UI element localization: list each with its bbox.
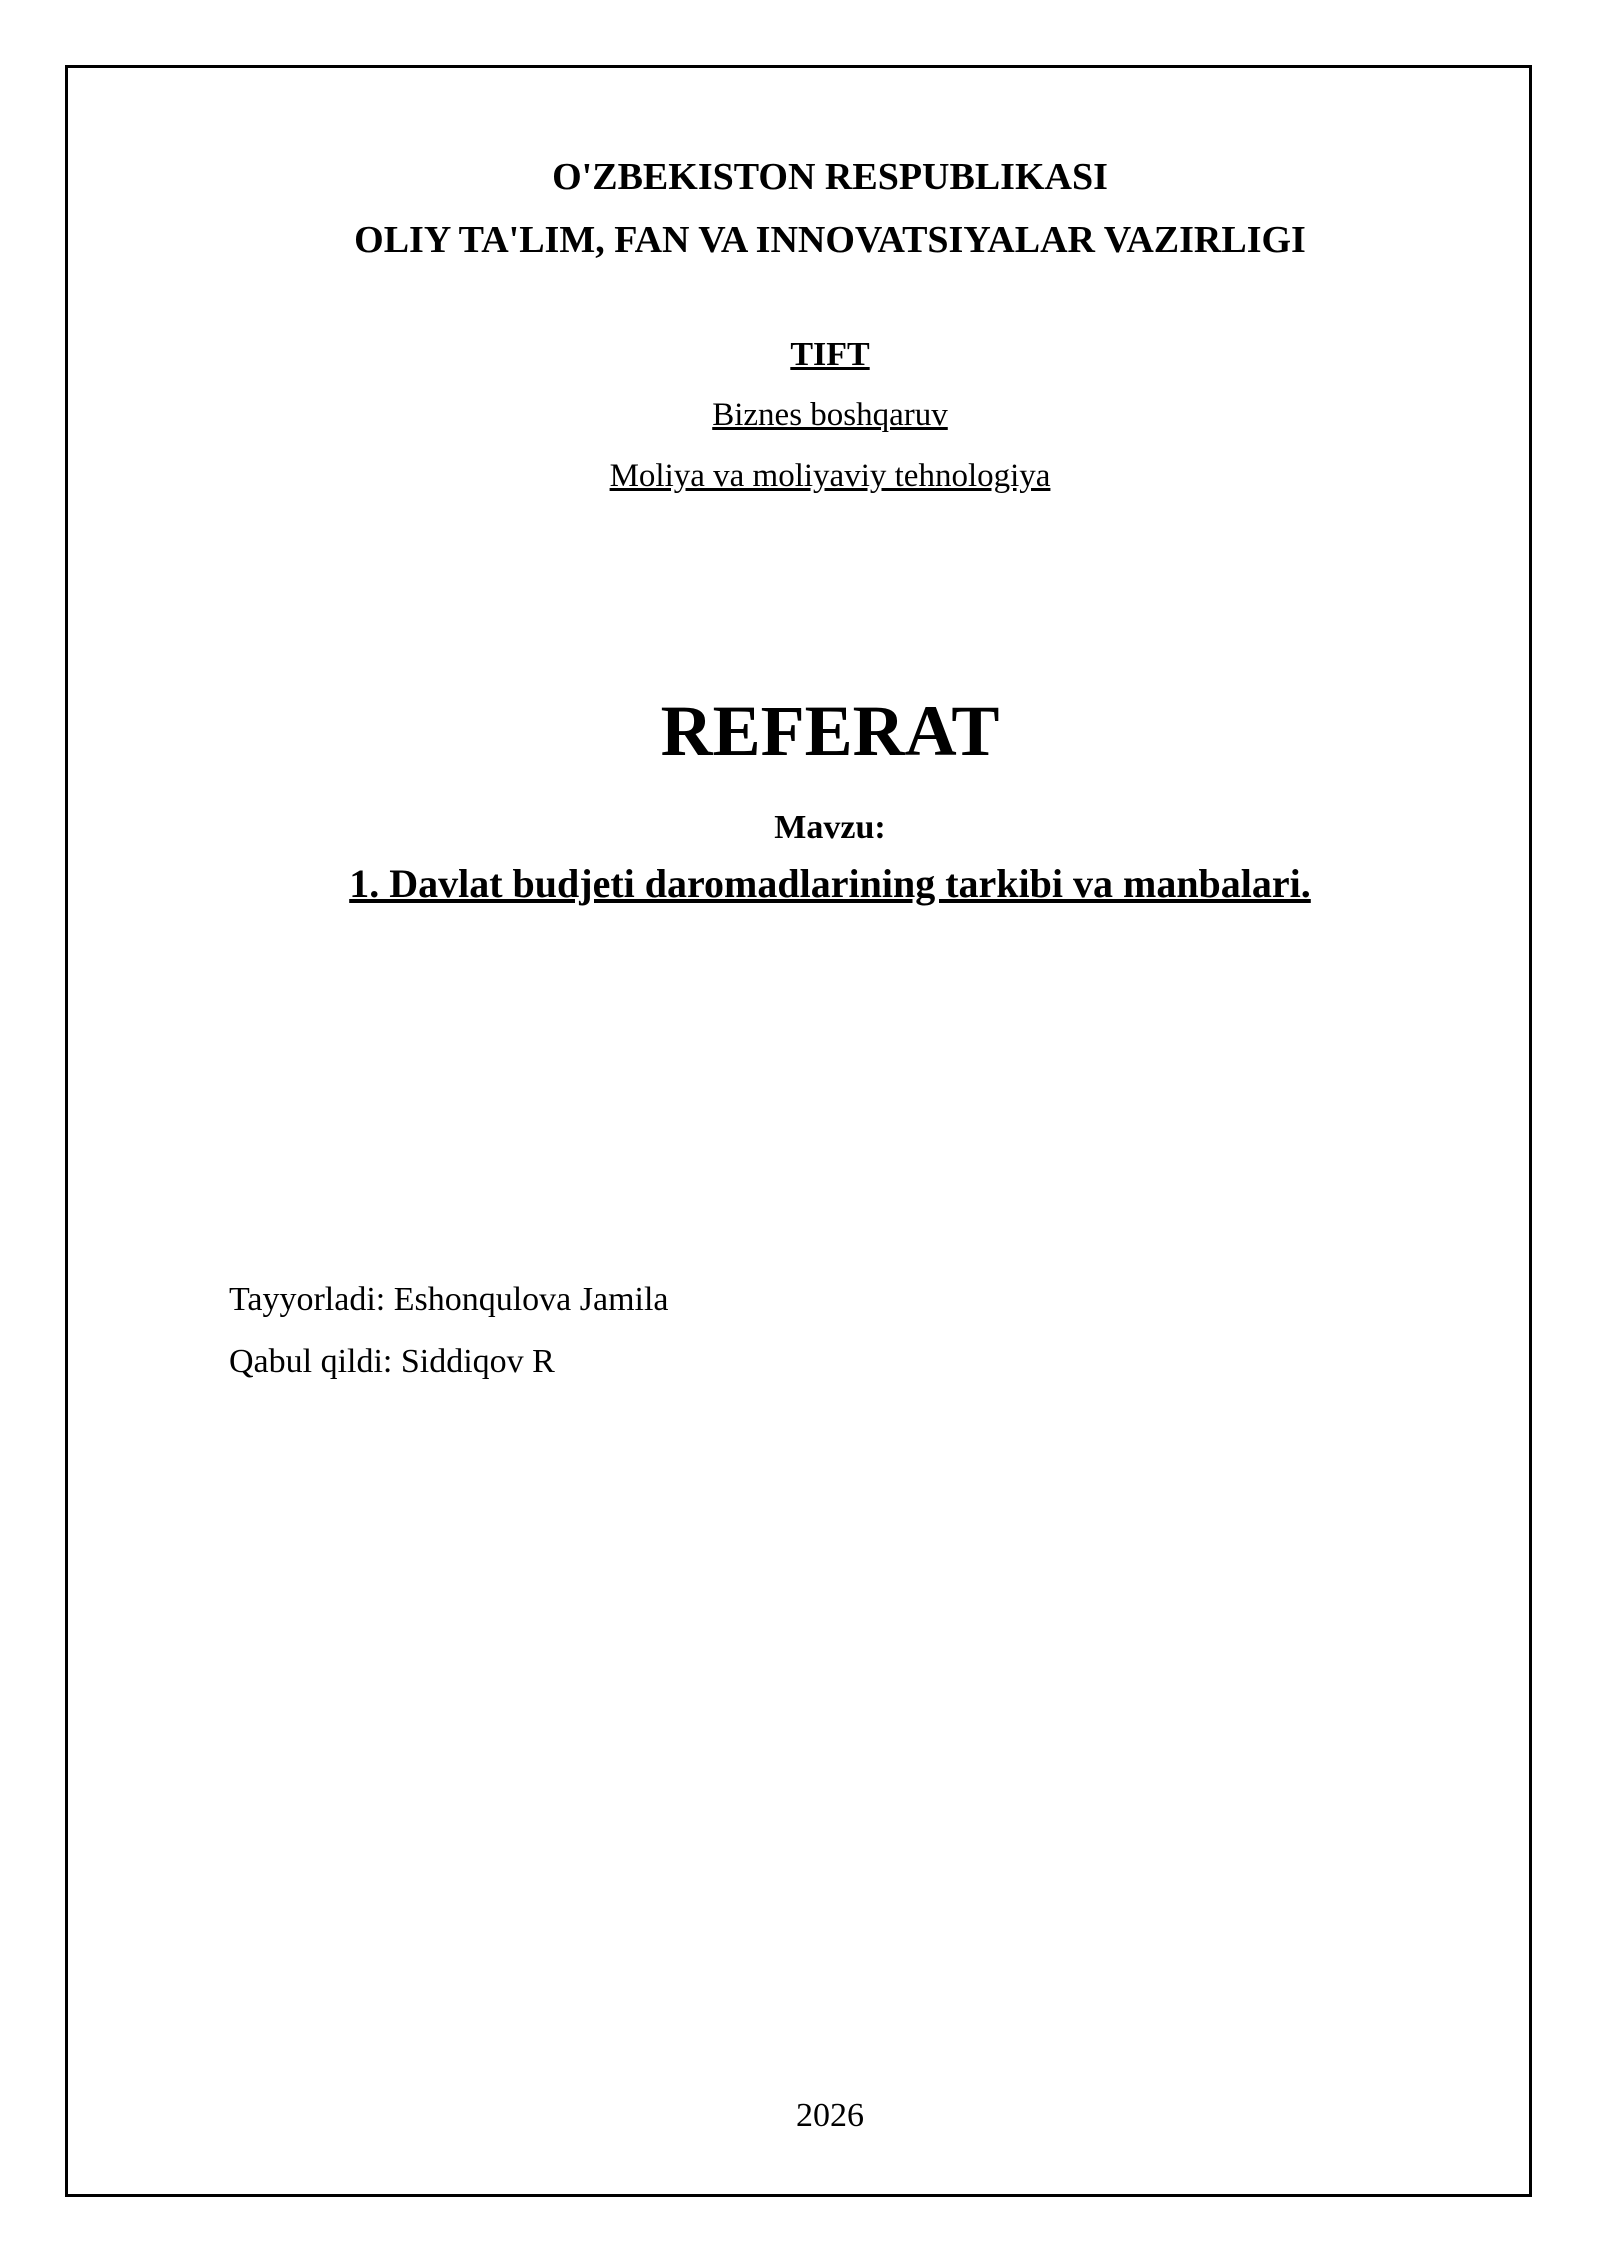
document-title: REFERAT [660,691,1000,771]
topic-label: Mavzu: [774,809,886,846]
page-border [65,65,1532,2197]
accepted-by: Qabul qildi: Siddiqov R [229,1343,555,1380]
institution-name: TIFT [790,336,870,373]
ministry-heading: OLIY TA'LIM, FAN VA INNOVATSIYALAR VAZIRLIGI [354,219,1306,261]
country-heading: O'ZBEKISTON RESPUBLIKASI [552,156,1108,198]
department-name: Moliya va moliyaviy tehnologiya [609,458,1051,494]
prepared-by: Tayyorladi: Eshonqulova Jamila [229,1281,669,1318]
topic-text: 1. Davlat budjeti daromadlarining tarkibi va manbalari. [349,861,1311,906]
year: 2026 [796,2097,864,2134]
faculty-name: Biznes boshqaruv [712,397,948,433]
